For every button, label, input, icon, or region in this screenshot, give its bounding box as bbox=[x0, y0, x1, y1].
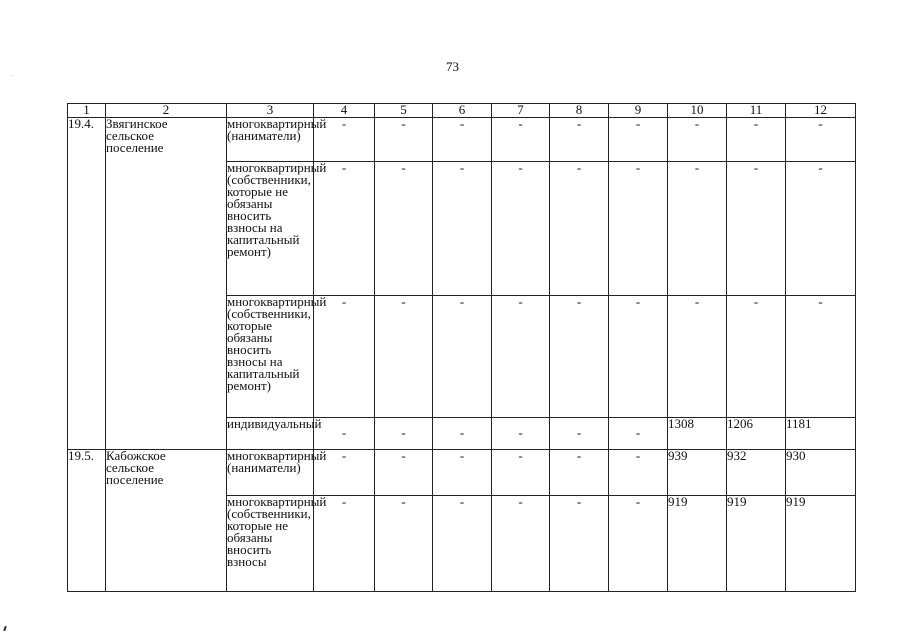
cell: - bbox=[314, 496, 375, 592]
cell: - bbox=[786, 162, 856, 296]
group-number: 19.5. bbox=[68, 450, 106, 592]
housing-type-text: индивидуальный bbox=[227, 416, 322, 431]
cell: - bbox=[609, 496, 668, 592]
cell: - bbox=[314, 296, 375, 418]
housing-type-text: многоквартирный (собственники, которые не обязаны вносить взносы bbox=[227, 494, 327, 569]
housing-type bbox=[227, 160, 327, 296]
cell: - bbox=[727, 296, 786, 418]
housing-type-text: многоквартирный (собственники, которые не обязаны вносить взносы на капитальный ремонт) bbox=[227, 160, 327, 259]
col-header: 7 bbox=[492, 104, 550, 118]
cell: - bbox=[492, 496, 550, 592]
scan-speck bbox=[12, 75, 13, 76]
cell: - bbox=[786, 296, 856, 418]
page-number: 73 bbox=[446, 59, 459, 74]
settlement-name-text: Кабожское сельское поселение bbox=[106, 448, 166, 487]
cell: - bbox=[433, 418, 492, 450]
cell: - bbox=[433, 296, 492, 418]
housing-type-text: многоквартирный (наниматели) bbox=[227, 116, 327, 143]
cell: 939 bbox=[668, 450, 727, 496]
cell: - bbox=[550, 162, 609, 296]
cell: 919 bbox=[786, 496, 856, 592]
col-header: 11 bbox=[727, 104, 786, 118]
cell: - bbox=[375, 496, 433, 592]
cell: - bbox=[609, 418, 668, 450]
cell: - bbox=[375, 162, 433, 296]
housing-type-text: многоквартирный (наниматели) bbox=[227, 448, 327, 475]
housing-type-text: многоквартирный (собственники, которые обязаны вносить взносы на капитальный ремонт) bbox=[227, 294, 327, 393]
col-header: 5 bbox=[375, 104, 433, 118]
cell: - bbox=[668, 118, 727, 162]
col-header: 10 bbox=[668, 104, 727, 118]
settlement-name bbox=[106, 450, 227, 592]
cell: - bbox=[433, 162, 492, 296]
cell: - bbox=[492, 118, 550, 162]
cell: - bbox=[492, 296, 550, 418]
cell: - bbox=[375, 118, 433, 162]
housing-type bbox=[227, 448, 327, 496]
cell: - bbox=[609, 118, 668, 162]
table-row bbox=[68, 450, 856, 496]
cell: 919 bbox=[727, 496, 786, 592]
col-header: 6 bbox=[433, 104, 492, 118]
col-header: 8 bbox=[550, 104, 609, 118]
cell: 930 bbox=[786, 450, 856, 496]
cell: - bbox=[609, 296, 668, 418]
col-header: 2 bbox=[106, 104, 227, 118]
housing-type bbox=[227, 294, 327, 418]
cell: - bbox=[668, 296, 727, 418]
housing-type bbox=[227, 116, 327, 162]
col-header: 12 bbox=[786, 104, 856, 118]
cell: - bbox=[314, 418, 375, 450]
cell: - bbox=[786, 118, 856, 162]
housing-type bbox=[227, 416, 322, 450]
cell: - bbox=[492, 162, 550, 296]
cell: - bbox=[668, 162, 727, 296]
cell: - bbox=[314, 118, 375, 162]
cell: - bbox=[550, 450, 609, 496]
cell: - bbox=[492, 418, 550, 450]
cell: - bbox=[550, 496, 609, 592]
col-header: 4 bbox=[314, 104, 375, 118]
table-row bbox=[68, 118, 856, 162]
cell: - bbox=[727, 118, 786, 162]
settlement-name-text: Звягинское сельское поселение bbox=[106, 116, 168, 155]
cell: - bbox=[609, 450, 668, 496]
cell: 932 bbox=[727, 450, 786, 496]
cell: - bbox=[375, 450, 433, 496]
cell: - bbox=[433, 118, 492, 162]
settlement-name bbox=[106, 118, 227, 450]
cell: - bbox=[433, 496, 492, 592]
cell: - bbox=[609, 162, 668, 296]
cell: - bbox=[433, 450, 492, 496]
cell: - bbox=[375, 296, 433, 418]
cell: 1206 bbox=[727, 418, 786, 450]
cell: - bbox=[314, 450, 375, 496]
cell: - bbox=[314, 162, 375, 296]
cell: - bbox=[550, 418, 609, 450]
housing-type bbox=[227, 494, 327, 592]
cell: - bbox=[550, 118, 609, 162]
col-header: 3 bbox=[227, 104, 314, 118]
tariff-table bbox=[67, 103, 856, 592]
group-number: 19.4. bbox=[68, 118, 106, 450]
cell: - bbox=[550, 296, 609, 418]
cell: 1181 bbox=[786, 418, 856, 450]
cell: - bbox=[375, 418, 433, 450]
cell: - bbox=[492, 450, 550, 496]
scan-mark bbox=[3, 626, 7, 631]
cell: 919 bbox=[668, 496, 727, 592]
cell: 1308 bbox=[668, 418, 727, 450]
col-header: 9 bbox=[609, 104, 668, 118]
cell: - bbox=[727, 162, 786, 296]
col-header: 1 bbox=[68, 104, 106, 118]
